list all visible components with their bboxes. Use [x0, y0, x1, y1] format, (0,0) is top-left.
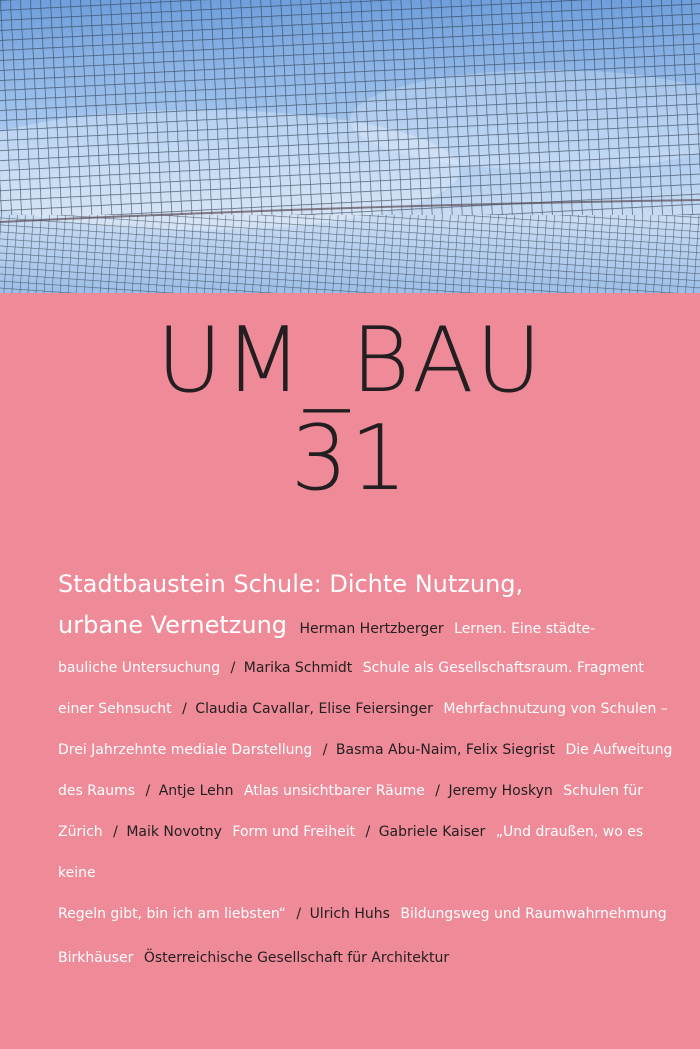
article-title: Regeln gibt, bin ich am liebsten“ [58, 906, 286, 922]
author: Ulrich Huhs [309, 906, 390, 922]
separator: / [365, 824, 371, 840]
article-title: Drei Jahrzehnte mediale Darstellung [58, 742, 313, 758]
series-title: UM_BAU [156, 308, 544, 413]
article-title: Die Aufweitung [565, 742, 673, 758]
article-title: „Und draußen, wo es keine [58, 824, 644, 881]
author: Claudia Cavallar, Elise Feiersinger [195, 701, 433, 717]
article-title: Atlas unsichtbarer Räume [243, 783, 425, 799]
author: Antje Lehn [158, 783, 234, 799]
separator: / [435, 783, 441, 799]
cover-photo-net [0, 0, 700, 293]
contents-list [58, 611, 678, 935]
contents-line [58, 771, 678, 812]
author: Maik Novotny [126, 824, 222, 840]
article-title: Lernen. Eine städte- [454, 621, 596, 637]
author: Jeremy Hoskyn [448, 783, 553, 799]
separator: / [230, 660, 236, 676]
publisher-line [58, 950, 449, 966]
separator: / [182, 701, 187, 717]
article-title: Schule als Gesellschaftsraum. Fragment [362, 660, 644, 676]
separator: / [113, 824, 118, 840]
organization: Österreichische Gesellschaft für Architektur [143, 950, 450, 966]
headline-line-1: Stadtbaustein Schule: Dichte Nutzung, [58, 570, 524, 598]
publisher: Birkhäuser [58, 950, 134, 966]
article-title: Schulen für [563, 783, 643, 799]
author: Herman Hertzberger [299, 621, 444, 637]
article-title: Form und Freiheit [232, 824, 356, 840]
contents-line [58, 812, 678, 894]
author: Gabriele Kaiser [378, 824, 486, 840]
author: Basma Abu-Naim, Felix Siegrist [335, 742, 556, 758]
separator: / [296, 906, 302, 922]
separator: / [145, 783, 151, 799]
headline-line-2: urbane Vernetzung [58, 611, 288, 639]
headline [58, 563, 678, 605]
article-title: Zürich [58, 824, 103, 840]
separator: / [322, 742, 328, 758]
issue-number: 31 [290, 406, 410, 511]
author: Marika Schmidt [243, 660, 353, 676]
contents-line [58, 894, 678, 935]
contents-line [58, 730, 678, 771]
contents-line [58, 689, 678, 730]
article-title: Mehrfachnutzung von Schulen – [443, 701, 668, 717]
contents-line [58, 605, 678, 650]
article-title: Bildungsweg und Raumwahrnehmung [400, 906, 667, 922]
article-title: bauliche Untersuchung [58, 660, 221, 676]
article-title: einer Sehnsucht [58, 701, 172, 717]
article-title: des Raums [58, 783, 136, 799]
contents-line [58, 648, 678, 689]
